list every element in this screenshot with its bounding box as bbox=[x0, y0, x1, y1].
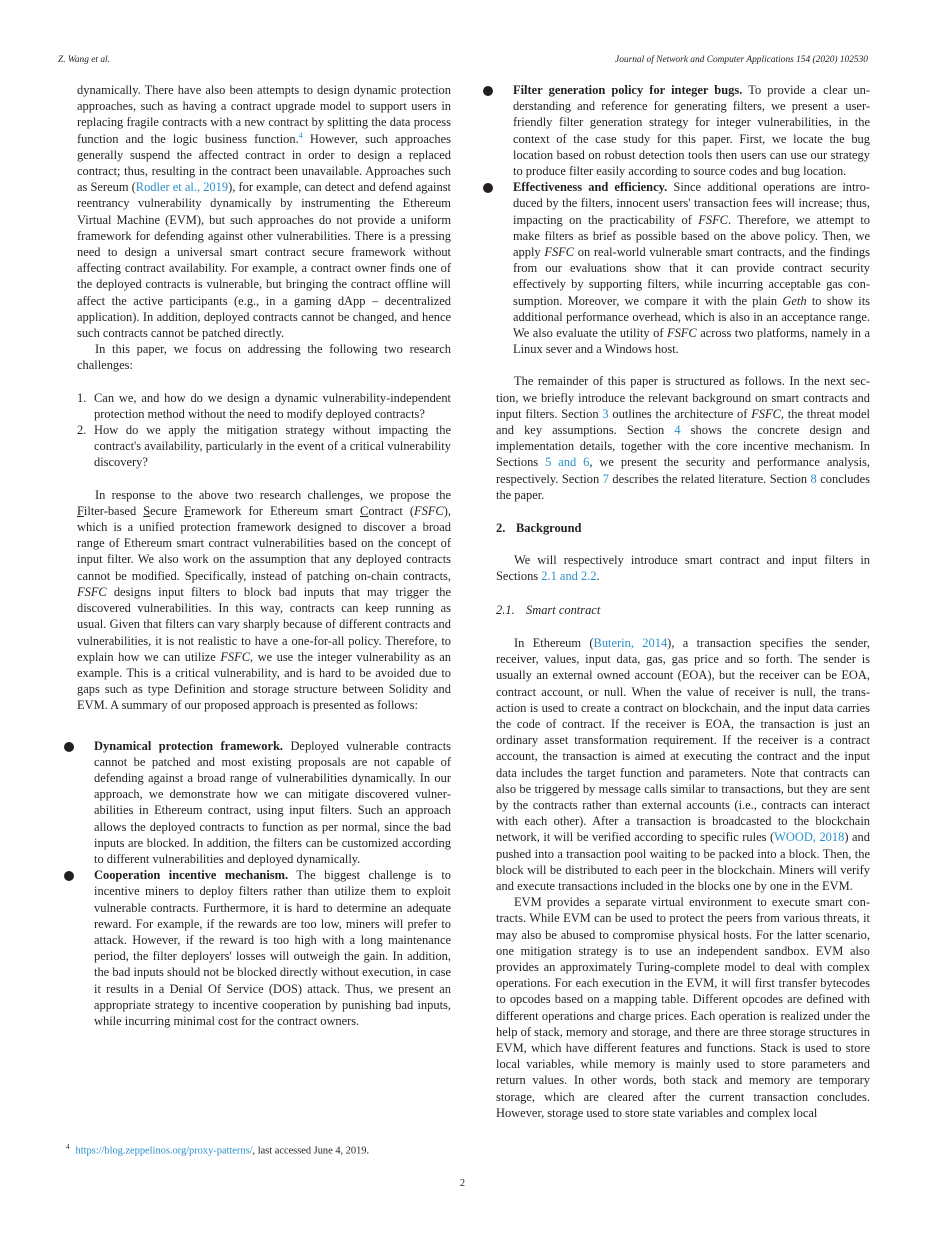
contributions-list-left bbox=[77, 738, 451, 1030]
list-item: Cooperation incentive mechanism. The biggest challenge is to incentive miners to deploy filters rather than utilize them to exploit vulnerable contracts. Furthermore, it is hard to determine an adequate reward. For example, if the rewards are too low, miners will prefer to attack. However, if the reward is too high with a long maintenance period, the filter deployers' losses will outweigh the gain. In addition, the bad inputs should not be blocked directly without execution, in case it results in a Denial Of Service (DOS) attack. Thus, we present an appropriate strategy to incentive cooperation by punishing bad inputs, while incurring minimal cost for the contract owners. bbox=[77, 867, 451, 1029]
right-column bbox=[496, 82, 870, 1121]
paragraph-paper-structure: The remainder of this paper is structured as follows. In the next section, we briefly introduce the relevant background on smart contracts and input filters. Section 3 outlines the architecture of FSFC, the threat model and key assumptions. Section 4 shows the concrete design and implementation details, together with the core incentive mechanism. In Sections 5 and 6, we present the security and performance analysis, respectively. Section 7 describes the related literature. Section 8 concludes the paper. bbox=[496, 374, 870, 502]
section-link-8[interactable]: 8 bbox=[810, 471, 817, 486]
bullet-icon bbox=[483, 86, 493, 96]
list-item: Effectiveness and efficiency. Since additional operations are introduced by the filters, innocent users' transaction fees will increase; thus, impacting on the practicability of FSFC. Therefore, we attempt to make filters as brief as possible based on the above policy. Then, we apply FSFC on real-world vulnerable smart contracts, and the findings from our evaluations show that it can provide contract security effectively by supporting filters, while incurring acceptable gas consumption. Moreover, we compare it with the plain Geth to show its additional performance overhead, which is also in an acceptance range. We also evaluate the utility of FSFC across two platforms, namely in a Linux sever and a Windows host. bbox=[496, 179, 870, 357]
list-item: 1. Can we, and how do we design a dynamic vulnerability-independent protection method without the need to modify deployed contracts? bbox=[77, 390, 451, 421]
paragraph-background-intro: We will respectively introduce smart contract and input filters in Sections 2.1 and 2.2. bbox=[496, 553, 870, 584]
section-link-5-6[interactable]: 5 and 6 bbox=[545, 455, 590, 470]
subsection-heading-smart-contract: 2.1. Smart contract bbox=[496, 602, 601, 617]
section-heading-background: 2. Background bbox=[496, 521, 582, 536]
citation-link-wood[interactable]: WOOD, 2018 bbox=[774, 830, 845, 845]
section-link-4[interactable]: 4 bbox=[674, 423, 681, 438]
contributions-list-right bbox=[496, 82, 870, 357]
paragraph-fsfc-proposal: In response to the above two research challenges, we propose the Filter-based Secure Framework for Ethereum smart Contract (FSFC), which is a unified protection framework designed to discover a broad range of Ethereum smart contract vulnerabilities based on the concept of input filter. We also work on the assumption that any deployed contracts cannot be modified. Specifically, instead of patching on-chain contracts, FSFC designs input filters to block bad inputs that may trigger the discovered vulnerabilities. In this way, contracts can keep running as usual. Given that filters can vary sharply because of different contracts and vulnerabilities, it is not realistic to have a one-for-all policy. Therefore, to explain how we can utilize FSFC, we use the integer vulnerability as an example. This is a critical vulnerability, and is hard to be avoided due to gaps such as type Definition and storage structure between Solidity and EVM. A summary of our proposed approach is presented as follows: bbox=[77, 487, 452, 713]
footnote: $^4$ https://blog.zeppelinos.org/proxy-patterns/, last accessed June 4, 2019. bbox=[66, 1143, 370, 1157]
footnote-url-link[interactable]: https://blog.zeppelinos.org/proxy-patterns/ bbox=[75, 1145, 253, 1157]
section-link-3[interactable]: 3 bbox=[602, 406, 609, 421]
list-item: Dynamical protection framework. Deployed vulnerable contracts cannot be patched and most existing proposals are not capable of defending against a broad range of vulnerabilities dynamically. In our approach, we demonstrate how we can mitigate discovered vulnerabilities in Ethereum contract, using input filters. Such an approach allows the deployed contracts to function as per normal, since the bad inputs are blocked. In addition, the filters can be customized according to different vulnerabilities and deployed dynamically. bbox=[77, 738, 451, 868]
bullet-icon bbox=[64, 742, 74, 752]
list-item: 2. How do we apply the mitigation strategy without impacting the contract's availability, particularly in the event of a critical vulnerability discovery? bbox=[77, 423, 451, 470]
footnote-number: 4 bbox=[66, 1143, 70, 1151]
paragraph-research-challenges: In this paper, we focus on addressing the following two research challenges: bbox=[77, 342, 451, 373]
paragraph-ethereum-transactions: In Ethereum (Buterin, 2014), a transaction specifies the sender, receiver, values, input data, gas, gas price and so forth. The sender is usually an external owned account (EOA), but the receiver can be EOA, contract account, or null. When the value of receiver is null, the transaction is used to create a contract on blockchain, and the input data carries the code of contract. If the receiver is EOA, the transaction is just an ordinary asset transformation requirement. If the receiver is a contract account, the transaction is aimed at executing the contract and the input data includes the target function and parameters. Note that contracts can also be triggered by message calls similar to transactions, but they are sent by the contracts rather than external accounts (i.e., contracts can interact with each other). After a transaction is broadcasted to the blockchain network, it will be verified according to specific rules (WOOD, 2018) and pushed into a transaction pool waiting to be packed into a block. Then, the block will be distributed to each peer in the blockchain. Miners will verify and execute transactions included in the blocks one by one in the EVM. bbox=[496, 635, 870, 893]
page-number: 2 bbox=[459, 1178, 466, 1189]
bullet-icon bbox=[483, 183, 493, 193]
bullet-icon bbox=[64, 871, 74, 881]
section-link-2-1-2-2[interactable]: 2.1 and 2.2 bbox=[541, 569, 597, 584]
section-link-7[interactable]: 7 bbox=[602, 471, 609, 486]
paragraph-intro-continued: dynamically. There have also been attempts to design dynamic protection approaches, such as having a contract upgrade model to support users in replacing fragile contracts with a new contract by splitting the data process function and the logic business function.$^4$ However, such approaches generally suspend the affected contract in order to design a replaced contract; thus, resulting in the contract been unavailable. Approaches such as Sereum (Rodler et al., 2019), for example, can detect and defend against reentrancy vulnerability dynamically by instrumenting the Ethereum Virtual Machine (EVM), but such approaches do not provide a uniform framework for defending against other vulnerabilities. There is a pressing need to design a universal smart contract secure framework without affecting contract availability. For example, a contract owner finds one of the deployed contracts is vulnerable, but bringing the contract offline will affect the active participants (e.g., in a gaming dApp – decentralized application). In addition, deployed contracts cannot be changed, and hence such contracts cannot be patched directly. bbox=[77, 83, 452, 341]
paragraph-evm: EVM provides a separate virtual environment to execute smart contracts. While EVM can be used to protect the peers from various threats, it may also be abused to compromise physical hosts. For the latter scenario, one mitigation strategy is to use an independent sandbox. EVM also provides an approximately Turing-complete model to deal with complex operations. For each execution in the EVM, it will first transfer bytecodes to opcodes based on a mapping table. Different opcodes are defined with different operations and charge prices. Each operation is realized under the help of stack, memory and storage, and there are three storage structures in EVM, which have different features and functions. Stack is used to store local variables, while memory is mainly used to store parameters and return values. In other words, both stack and memory are temporary storage, which are cleared after the current transaction concludes. However, storage used to store state variables and complex local bbox=[496, 895, 870, 1120]
footnote-ref-4[interactable]: 4 bbox=[298, 130, 303, 140]
running-header bbox=[58, 55, 868, 69]
header-journal: Journal of Network and Computer Applications 154 (2020) 102530 bbox=[615, 55, 868, 65]
list-item: Filter generation policy for integer bugs. To provide a clear understanding and reference for generating filters, we present a user-friendly filter generation strategy for integer vulnerabilities, in the context of the case study for this paper. First, we locate the bug location based on robust detection tools then users can use our strategy to produce filter easily according to source codes and bug location. bbox=[496, 82, 870, 179]
header-authors: Z. Wang et al. bbox=[58, 55, 111, 65]
citation-link-rodler[interactable]: Rodler et al., 2019 bbox=[135, 180, 229, 195]
left-column bbox=[77, 82, 451, 1029]
research-challenges-list bbox=[77, 390, 451, 471]
citation-link-buterin[interactable]: Buterin, 2014 bbox=[593, 635, 668, 650]
